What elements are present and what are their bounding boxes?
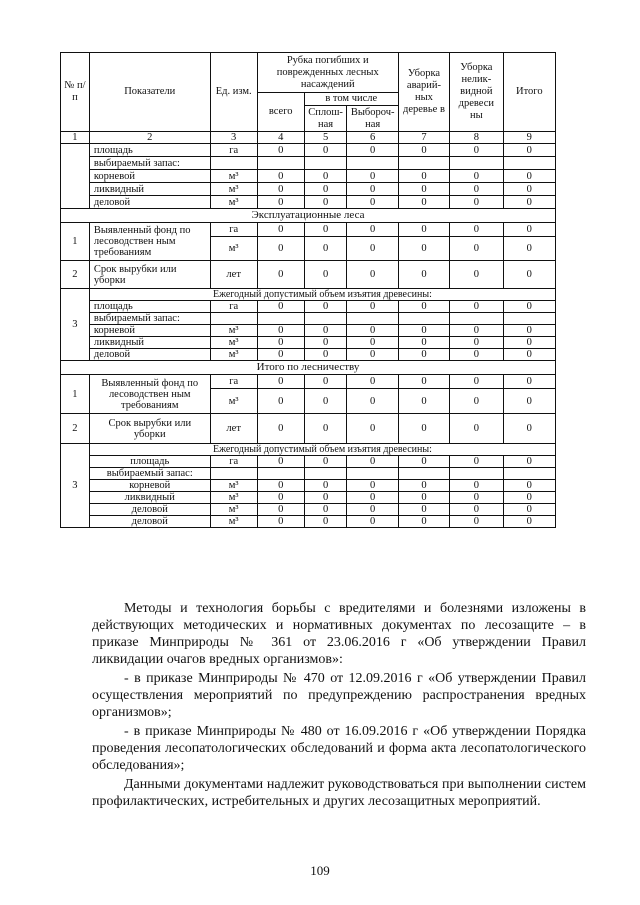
header-in-that: в том числе xyxy=(304,93,398,106)
table-row: деловой м³ 0 0 0 0 0 0 xyxy=(61,504,556,516)
table-row: корневой м³ 0 0 0 0 0 0 xyxy=(61,325,556,337)
col-num: 8 xyxy=(450,132,503,144)
header-felling-group: Рубка погибших и поврежденных лесных насаждений xyxy=(257,53,398,93)
paragraph-2: - в приказе Минприроды № 470 от 12.09.2016 г «Об утверждении Правил осуществления мероприятий по предупреждению распространения вредных организмов»; xyxy=(92,671,586,720)
table-row: ликвидный м³ 0 0 0 0 0 0 xyxy=(61,183,556,196)
col-num: 5 xyxy=(304,132,347,144)
header-indicators: Показатели xyxy=(89,53,210,132)
col-num: 4 xyxy=(257,132,304,144)
forest-protection-table: № п/п Показатели Ед. изм. Рубка погибших и поврежденных лесных насаждений Уборка аварий-ных деревье в Уборка нелик-видной древеси ны Итого всего в том числе Сплош-ная Выбороч-ная 1 2 3 4 5 6 7 8 9 площадь га 0 0 0 0 0 0 выбираемый запас: корневой м³ 0 0 0 0 0 0 ликвидный м³ 0 0 0 0 0 0 деловой м³ 0 0 0 0 0 0 Эксплуатационные леса 1 Выявленный фонд по лесоводствен ным требованиям га 0 0 0 0 0 0 м³ 0 0 0 0 0 0 2 Срок вырубки или уборки лет 0 0 0 0 0 0 3 Ежегодный допустимый объем изъятия древесины: площадь га 0 0 0 0 0 0 выбираемый запас: корневой м³ 0 0 0 0 0 0 ликвидный м³ 0 0 0 0 0 0 деловой м³ 0 0 0 0 0 0 Итого по лесничеству 1 Выявленный фонд по лесоводствен ным требованиям га 0 0 0 0 0 0 м³ 0 0 0 0 0 0 2 Срок вырубки или уборки лет 0 0 0 0 0 0 3 Ежегодный допустимый объем изъятия древесины: площадь га 0 0 0 0 0 0 выбираемый запас: корневой м³ 0 0 0 0 0 0 ликвидный м³ 0 0 0 0 0 0 деловой м³ 0 0 0 0 0 0 деловой м³ 0 0 0 0 0 0 xyxy=(60,52,556,528)
header-continuous: Сплош-ная xyxy=(304,106,347,132)
table-row: корневой м³ 0 0 0 0 0 0 xyxy=(61,480,556,492)
table-row: м³ 0 0 0 0 0 0 xyxy=(61,237,556,261)
table-row: деловой м³ 0 0 0 0 0 0 xyxy=(61,349,556,361)
col-num: 9 xyxy=(503,132,555,144)
row-label-found-fund: Выявленный фонд по лесоводствен ным требованиям xyxy=(89,223,210,261)
row-label-term: Срок вырубки или уборки xyxy=(89,261,210,289)
table-row: 2 Срок вырубки или уборки лет 0 0 0 0 0 0 xyxy=(61,261,556,289)
table-row: ликвидный м³ 0 0 0 0 0 0 xyxy=(61,337,556,349)
header-illiquid: Уборка нелик-видной древеси ны xyxy=(450,53,503,132)
table-row: деловой м³ 0 0 0 0 0 0 xyxy=(61,196,556,209)
section-exploitation: Эксплуатационные леса xyxy=(61,209,556,223)
table-row: 1 Выявленный фонд по лесоводствен ным требованиям га 0 0 0 0 0 0 xyxy=(61,223,556,237)
col-num: 6 xyxy=(347,132,398,144)
table-row: выбираемый запас: xyxy=(61,468,556,480)
table-row: площадь га 0 0 0 0 0 0 xyxy=(61,144,556,157)
row-label-area: площадь xyxy=(89,144,210,157)
table-row: площадь га 0 0 0 0 0 0 xyxy=(61,456,556,468)
body-text xyxy=(92,600,586,810)
section-forestry-total: Итого по лесничеству xyxy=(61,361,556,375)
col-num: 2 xyxy=(89,132,210,144)
header-unit: Ед. изм. xyxy=(210,53,257,132)
table-row: ликвидный м³ 0 0 0 0 0 0 xyxy=(61,492,556,504)
paragraph-1: Методы и технология борьбы с вредителями и болезнями изложены в действующих методических и нормативных документах по лесозащите – в приказе Минприроды № 361 от 23.06.2016 г «Об утверждении Правил ликвидации очагов вредных организмов»: xyxy=(92,601,586,667)
table-row: м³ 0 0 0 0 0 0 xyxy=(61,389,556,414)
header-total: Итого xyxy=(503,53,555,132)
page-number: 109 xyxy=(310,863,330,878)
table-row: выбираемый запас: xyxy=(61,313,556,325)
col-num: 1 xyxy=(61,132,90,144)
header-total-all: всего xyxy=(257,93,304,132)
col-num: 7 xyxy=(398,132,449,144)
table-row: деловой м³ 0 0 0 0 0 0 xyxy=(61,516,556,528)
table-row: корневой м³ 0 0 0 0 0 0 xyxy=(61,170,556,183)
paragraph-3: - в приказе Минприроды № 480 от 16.09.2016 г «Об утверждении Порядка проведения лесопатологических обследований и форма акта лесопатологического обследования»; xyxy=(92,724,586,773)
header-no: № п/п xyxy=(61,53,90,132)
table-row: площадь га 0 0 0 0 0 0 xyxy=(61,301,556,313)
table-row: 2 Срок вырубки или уборки лет 0 0 0 0 0 0 xyxy=(61,414,556,444)
header-emergency: Уборка аварий-ных деревье в xyxy=(398,53,449,132)
paragraph-4: Данными документами надлежит руководствоваться при выполнении систем профилактических, истребительных и других лесозащитных мероприятий. xyxy=(92,777,586,809)
col-num: 3 xyxy=(210,132,257,144)
table-row: выбираемый запас: xyxy=(61,157,556,170)
header-selective: Выбороч-ная xyxy=(347,106,398,132)
table-row: 1 Выявленный фонд по лесоводствен ным требованиям га 0 0 0 0 0 0 xyxy=(61,375,556,389)
row-label-annual: Ежегодный допустимый объем изъятия древесины: xyxy=(89,289,555,301)
